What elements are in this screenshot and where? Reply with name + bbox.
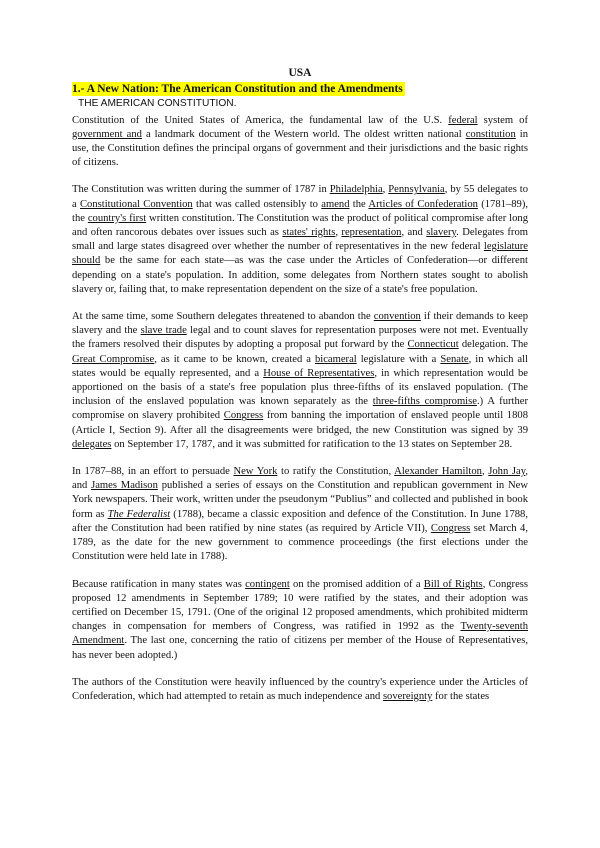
hyperlink-term[interactable]: sovereignty [382, 690, 433, 702]
text-run: , [382, 184, 389, 196]
hyperlink-term[interactable]: contingent [245, 578, 290, 590]
hyperlink-term[interactable]: John Jay [488, 466, 526, 478]
text-run: be the same for each state—as was the case under the Articles of Confederation—or different depending on a state's population. In addition, some delegates from Northern states sought to abolish slavery or, failing that, to make representation dependent on the size of a state's free population. [72, 255, 528, 295]
section-heading: 1.- A New Nation: The American Constitution and the Amendments [72, 83, 403, 96]
hyperlink-term[interactable]: delegates [72, 438, 112, 450]
text-run: . The last one, concerning the ratio of citizens per member of the House of Representatives, has never been adopted.) [72, 635, 528, 661]
text-run: , and [72, 466, 528, 492]
hyperlink-term[interactable]: Articles of Confederation [368, 198, 478, 210]
text-run: on September 17, 1787, and it was submitted for ratification to the 13 states on September 28. [111, 438, 513, 450]
hyperlink-term[interactable]: constitution [465, 128, 516, 140]
hyperlink-term[interactable]: legislature should [72, 241, 528, 267]
hyperlink-term[interactable]: convention [373, 311, 421, 323]
text-run: to ratify the Constitution, [277, 466, 395, 478]
text-run: set March 4, 1789, as the date for the new government to commence proceedings (the first elections under the Constitution were held late in 1788). [72, 522, 528, 563]
text-run: . Delegates from small and large states disagreed over whether the number of representatives in the new federal [72, 227, 528, 253]
text-run: delegation. The [458, 339, 528, 351]
text-run: , in which all states would be equally represented, and a [72, 353, 529, 379]
hyperlink-term[interactable]: Twenty-seventh Amendment [72, 621, 528, 647]
document-title: USA [288, 67, 312, 79]
text-run: published a series of essays on the Constitution and republican government in New York newspapers. Their work, written under the pseudonym “Publius” and collected and published in book form as [72, 480, 528, 520]
text-run: on the promised addition of a [289, 578, 424, 590]
hyperlink-term[interactable]: country's first [87, 212, 147, 224]
hyperlink-term[interactable]: three-fifths compromise [372, 396, 477, 408]
text-run: legislature with a [356, 353, 441, 365]
text-run: in use, the Constitution defines the principal organs of government and their jurisdictions and the basic rights of citizens. [72, 128, 529, 169]
hyperlink-term[interactable]: amend [321, 198, 350, 210]
paragraph [72, 183, 528, 297]
hyperlink-term[interactable]: federal [448, 114, 478, 126]
hyperlink-term[interactable]: New York [233, 466, 278, 478]
paragraph [72, 465, 528, 564]
hyperlink-term[interactable]: Constitutional Convention [79, 198, 193, 210]
text-run: if their demands to keep slavery and the [72, 311, 528, 337]
hyperlink-term[interactable]: Pennsylvania [388, 184, 445, 196]
text-run: , and [401, 227, 427, 239]
text-run: (1781–89), the [72, 198, 528, 224]
hyperlink-term[interactable]: bicameral [314, 353, 357, 365]
paragraph [72, 310, 528, 452]
document-page [72, 66, 528, 717]
text-run: a landmark document of the Western world. The oldest written national [141, 128, 466, 140]
text-run: that was called ostensibly to [192, 198, 322, 210]
hyperlink-term[interactable]: Alexander Hamilton [394, 466, 482, 478]
text-run: , [335, 227, 342, 239]
hyperlink-term[interactable]: Great Compromise [72, 353, 155, 365]
text-run: , [481, 466, 489, 478]
hyperlink-term[interactable]: Senate [440, 353, 469, 365]
hyperlink-term[interactable]: states' rights [282, 227, 336, 239]
body-text [72, 114, 528, 705]
section-subheading: THE AMERICAN CONSTITUTION. [78, 98, 237, 110]
text-run: for the states [432, 690, 490, 702]
paragraph [72, 676, 528, 704]
text-run: Constitution of the United States of America, the fundamental law of the U.S. [72, 114, 449, 126]
text-run: (1788), became a classic exposition and defence of the Constitution. In June 1788, after the Constitution had been ratified by nine states (as required by Article VII), [72, 508, 528, 534]
text-run: The Constitution was written during the summer of 1787 in [72, 184, 330, 196]
hyperlink-term[interactable]: slave trade [140, 325, 187, 337]
text-run: from banning the importation of enslaved people until 1808 (Article I, Section 9). After all the disagreements were bridged, the new Constitution was signed by 39 [72, 410, 528, 436]
hyperlink-term[interactable]: Congress [430, 522, 471, 534]
hyperlink-term[interactable]: Bill of Rights [423, 578, 483, 590]
text-run: In 1787–88, in an effort to persuade [72, 466, 234, 478]
text-run: , Congress proposed 12 amendments in September 1789; 10 were ratified by the states, and their adoption was certified on December 15, 1791. (One of the original 12 proposed amendments, which prohibited midterm changes in compensation for members of Congress, was ratified in 1992 as the [72, 578, 529, 633]
hyperlink-term[interactable]: representation [341, 227, 402, 239]
text-run: written constitution. The Constitution was the product of political compromise after long and often rancorous debates over issues such as [72, 212, 528, 239]
hyperlink-term[interactable]: Congress [223, 410, 264, 422]
hyperlink-term[interactable]: government and [72, 128, 142, 140]
text-run: legal and to count slaves for representation purposes were not met. Eventually the framers resolved their disputes by adopting a proposal put forward by the [72, 325, 528, 351]
paragraph [72, 114, 528, 171]
hyperlink-term[interactable]: Connecticut [407, 339, 459, 351]
hyperlink-term[interactable]: House of Representatives [263, 367, 375, 379]
text-run: , by 55 delegates to a [72, 184, 529, 210]
text-run: , in which representation would be apportioned on the basis of a state's free population plus three-fifths of its enslaved population. (The inclusion of the enslaved population was known separately as the [72, 367, 528, 408]
text-run: .) A further compromise on slavery prohibited [72, 396, 528, 422]
text-run: Because ratification in many states was [72, 578, 246, 590]
text-run: At the same time, some Southern delegates threatened to abandon the [72, 311, 374, 323]
text-run: The authors of the Constitution were heavily influenced by the country's experience under the Articles of Confederation, which had attempted to retain as much independence and [72, 676, 528, 702]
paragraph [72, 578, 528, 663]
hyperlink-title[interactable]: The Federalist [107, 508, 171, 520]
hyperlink-term[interactable]: Philadelphia [329, 184, 383, 196]
text-run: the [349, 198, 369, 210]
hyperlink-term[interactable]: slavery [426, 227, 457, 239]
hyperlink-term[interactable]: James Madison [91, 480, 158, 492]
text-run: system of [477, 114, 528, 126]
text-run: , as it came to be known, created a [154, 353, 315, 365]
